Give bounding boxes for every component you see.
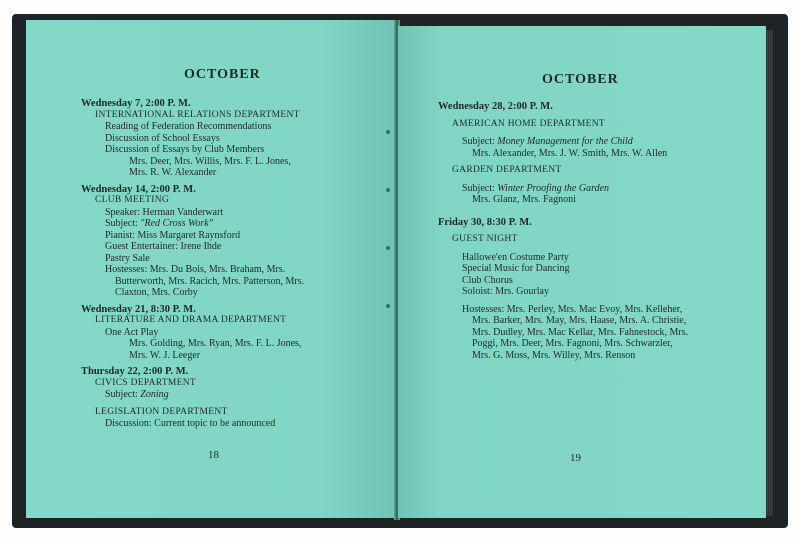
subject-label: Subject: <box>462 182 495 194</box>
event-wed-28 <box>438 101 758 206</box>
event-fri-30 <box>438 217 758 362</box>
agenda-item: Pianist: Miss Margaret Raynsford <box>105 229 241 241</box>
department-name: CLUB MEETING <box>95 195 170 205</box>
agenda-item: Speaker: Herman Vanderwart <box>105 206 224 218</box>
department-name: LITERATURE AND DRAMA DEPARTMENT <box>95 315 287 325</box>
host-line: Mrs. Golding, Mrs. Ryan, Mrs. F. L. Jones, <box>129 338 302 349</box>
agenda-item: Discussion of School Essays <box>105 132 220 144</box>
hostess-line: Mrs. Dudley, Mrs. Mac Kellar, Mrs. Fahnestock, Mrs. <box>472 326 689 338</box>
host-line: Mrs. Alexander, Mrs. J. W. Smith, Mrs. W. Allen <box>472 147 668 159</box>
hostess-line: Hostesses: Mrs. Du Bois, Mrs. Braham, Mrs. <box>105 264 286 275</box>
binding-hole <box>386 246 390 250</box>
right-page <box>398 26 766 518</box>
page-number: 19 <box>570 452 581 464</box>
hostess-line: Hostesses: Mrs. Perley, Mrs. Mac Evoy, Mrs. Kelleher, <box>462 303 683 315</box>
host-line: Mrs. Deer, Mrs. Willis, Mrs. F. L. Jones, <box>129 155 291 167</box>
event-wed-7 <box>81 98 373 179</box>
agenda-item: Discussion of Essays by Club Members <box>105 144 265 155</box>
page-month-heading: OCTOBER <box>542 72 619 87</box>
page-edges <box>766 30 773 516</box>
hostess-line: Poggi, Mrs. Deer, Mrs. Fagnoni, Mrs. Schwarzler, <box>472 338 673 349</box>
agenda-item: Special Music for Dancing <box>462 263 570 274</box>
host-line: Mrs. W. J. Leeger <box>129 349 201 361</box>
agenda-item: Guest Entertainer: Irene Ihde <box>105 241 222 252</box>
host-line: Mrs. R. W. Alexander <box>129 167 217 178</box>
department-name: CIVICS DEPARTMENT <box>95 377 197 388</box>
hostess-line: Butterworth, Mrs. Racich, Mrs. Patterson, Mrs. <box>115 275 305 287</box>
subject-title: "Red Cross Work" <box>140 218 213 229</box>
page-month-heading: OCTOBER <box>184 67 261 82</box>
hostess-line: Claxton, Mrs. Corby <box>115 287 198 298</box>
page-number: 18 <box>208 449 219 461</box>
subject-line <box>81 389 373 401</box>
event-heading: Wednesday 14, 2:00 P. M. <box>81 183 196 195</box>
event-heading: Wednesday 28, 2:00 P. M. <box>438 101 553 112</box>
department-name: INTERNATIONAL RELATIONS DEPARTMENT <box>95 109 300 120</box>
event-heading: Thursday 22, 2:00 P. M. <box>81 366 189 377</box>
event-heading: Wednesday 21, 8:30 P. M. <box>81 303 196 315</box>
agenda-item: Club Chorus <box>462 274 513 286</box>
host-line: Mrs. Glanz, Mrs. Fagnoni <box>472 194 576 205</box>
subject-label: Subject: <box>462 136 495 147</box>
hostess-line: Mrs. G. Moss, Mrs. Willey, Mrs. Renson <box>472 349 636 361</box>
agenda-item: Reading of Federation Recommendations <box>105 121 272 132</box>
event-heading: Wednesday 7, 2:00 P. M. <box>81 98 191 109</box>
event-wed-14 <box>81 184 373 299</box>
event-wed-21 <box>81 304 373 362</box>
department-name: AMERICAN HOME DEPARTMENT <box>452 118 606 129</box>
left-page-content <box>81 98 373 435</box>
binding-hole <box>386 130 390 134</box>
subject-line <box>438 183 758 195</box>
binding-hole <box>386 188 390 192</box>
department-name: GUEST NIGHT <box>452 234 518 244</box>
left-page <box>26 20 396 518</box>
agenda-item: One Act Play <box>105 326 159 338</box>
subject-title: Winter Proofing the Garden <box>497 182 610 194</box>
agenda-item <box>81 218 373 230</box>
subject-title: Zoning <box>140 389 169 400</box>
discussion-line: Discussion: Current topic to be announced <box>105 418 276 429</box>
right-page-content <box>438 101 758 366</box>
subject-line <box>438 136 758 148</box>
binding-hole <box>386 304 390 308</box>
agenda-item: Hallowe'en Costume Party <box>462 251 569 263</box>
agenda-item: Pastry Sale <box>105 252 150 264</box>
event-heading: Friday 30, 8:30 P. M. <box>438 216 532 228</box>
department-name: GARDEN DEPARTMENT <box>452 165 562 175</box>
subject-label: Subject: <box>105 389 138 400</box>
event-thu-22 <box>81 366 373 430</box>
agenda-item: Soloist: Mrs. Gourlay <box>462 286 549 297</box>
hostess-line: Mrs. Barker, Mrs. May, Mrs. Haase, Mrs. A. Christie, <box>472 315 687 326</box>
subject-title: Money Management for the Child <box>497 136 633 147</box>
department-name: LEGISLATION DEPARTMENT <box>95 406 228 417</box>
subject-label: Subject: <box>105 218 138 229</box>
